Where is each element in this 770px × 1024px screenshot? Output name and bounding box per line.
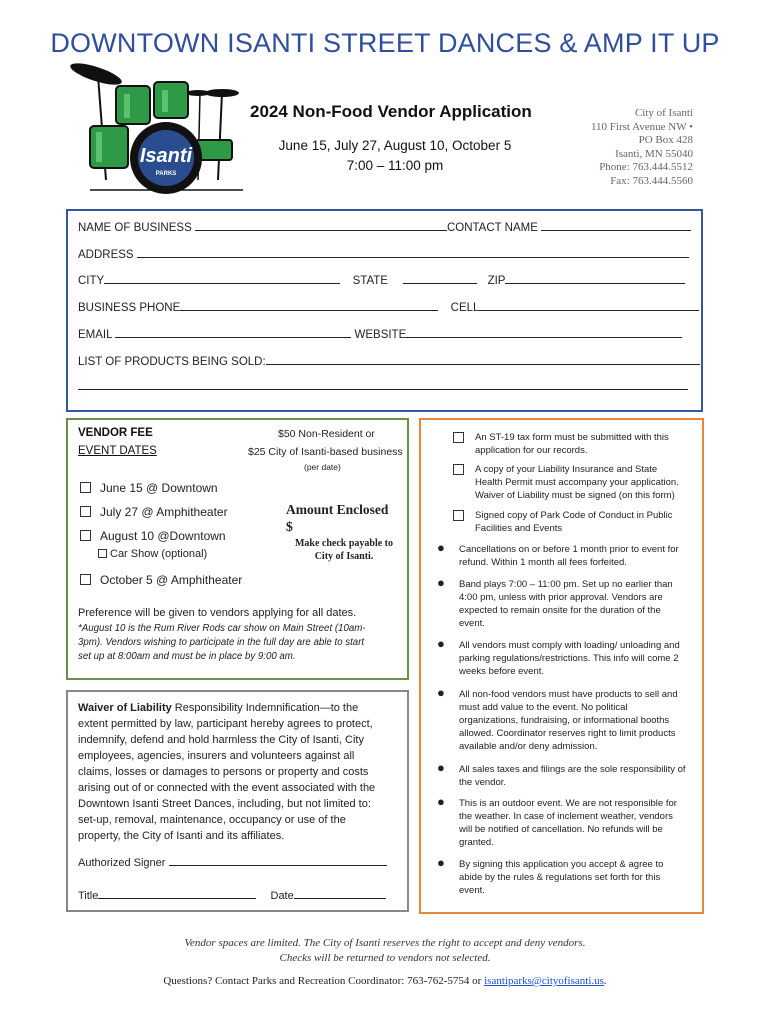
date-field[interactable] <box>294 887 386 899</box>
check-item-insurance <box>453 463 679 502</box>
event-oct-5 <box>80 573 242 587</box>
payable-line-1: Make check payable to <box>294 538 394 549</box>
signer-label: Authorized Signer <box>78 857 166 869</box>
page-title: DOWNTOWN ISANTI STREET DANCES & AMP IT UP <box>50 28 720 58</box>
footer-note <box>0 936 770 966</box>
products-field-line-2[interactable] <box>78 389 688 390</box>
band-line-3: expected to remain onsite for the duration of the <box>459 605 661 616</box>
bullet-icon: ● <box>437 575 445 590</box>
band-line-4: event. <box>459 618 485 629</box>
event-june-15 <box>80 481 218 495</box>
amount-enclosed-label: Amount Enclosed <box>286 502 389 517</box>
time-line: 7:00 – 11:00 pm <box>346 158 444 173</box>
non-resident-fee: $50 Non-Resident or <box>278 428 375 440</box>
checkbox-car-show[interactable] <box>98 549 107 558</box>
address-phone: Phone: 763.444.5512 <box>599 161 693 173</box>
agree-line-3: event. <box>459 885 485 896</box>
loading-line-2: parking regulations/restrictions. This info will come 2 <box>459 653 679 664</box>
address-street: 110 First Avenue NW • <box>590 120 693 133</box>
event-dates-header <box>260 136 530 176</box>
weather-line-2: the weather. In case of inclement weather, vendors <box>459 811 673 822</box>
rule-non-food <box>437 685 678 753</box>
event-july-27-label: July 27 @ Amphitheater <box>100 505 228 519</box>
website-field[interactable] <box>406 326 682 338</box>
checkbox-oct-5[interactable] <box>80 574 91 585</box>
resident-fee: $25 City of Isanti-based business <box>248 446 403 458</box>
payable-note <box>274 537 414 563</box>
questions-text: Questions? Contact Parks and Recreation Coordinator: 763-762-5754 or <box>163 975 485 987</box>
bullet-icon: ● <box>437 855 445 870</box>
weather-line-4: granted. <box>459 837 494 848</box>
st19-line-2: application for our records. <box>475 445 588 456</box>
weather-line-3: will be notified of cancellation. No refunds will be <box>459 824 663 835</box>
questions-period: . <box>603 975 607 987</box>
phone-row <box>78 299 699 314</box>
email-row <box>78 326 682 341</box>
waiver-line-6: arising out of or connected with the event associated with the <box>78 782 376 794</box>
contact-name-label: CONTACT NAME <box>446 222 538 234</box>
bullet-icon: ● <box>437 685 445 700</box>
dates-line: June 15, July 27, August 10, October 5 <box>278 138 512 153</box>
rule-agreement <box>437 855 664 897</box>
address-city: Isanti, MN 55040 <box>615 147 693 160</box>
rule-weather <box>437 794 677 849</box>
signer-field[interactable] <box>169 854 387 866</box>
title-field[interactable] <box>98 887 256 899</box>
st19-line-1: An ST-19 tax form must be submitted with this <box>475 432 669 443</box>
city-address <box>591 107 693 188</box>
bullet-icon: ● <box>437 760 445 775</box>
title-date-row <box>78 887 386 902</box>
address-row <box>78 246 689 261</box>
band-line-2: 4:00 pm, unless with prior approval. Vendors are <box>459 592 663 603</box>
rules-box <box>419 418 704 914</box>
per-date-note: (per date) <box>304 462 341 472</box>
footer-note-line-1: Vendor spaces are limited. The City of Isanti reserves the right to accept and deny vendors. <box>184 937 586 949</box>
cell-field[interactable] <box>479 299 699 311</box>
contact-email-link[interactable]: isantiparks@cityofisanti.us <box>484 975 604 987</box>
cell-label: CELL <box>450 302 480 314</box>
event-july-27 <box>80 505 228 519</box>
tax-line-2: the vendor. <box>459 777 507 788</box>
event-aug-10 <box>80 529 226 543</box>
insurance-line-3: Waiver of Liability must be signed (on this form) <box>475 490 675 501</box>
rule-cancellation <box>437 540 679 569</box>
products-row <box>78 353 700 368</box>
waiver-heading: Waiver of Liability <box>78 702 172 714</box>
city-label: CITY <box>78 275 105 287</box>
nonfood-line-4: allowed. Coordinator reserves right to limit products <box>459 728 676 739</box>
waiver-line-7: Downtown Isanti Street Dances, including, but not limited to: <box>78 798 371 810</box>
nonfood-line-5: available and/or deny admission. <box>459 741 598 752</box>
zip-field[interactable] <box>505 272 685 284</box>
bullet-icon: ● <box>437 636 445 651</box>
checkbox-june-15[interactable] <box>80 482 91 493</box>
event-oct-5-label: October 5 @ Amphitheater <box>100 573 243 587</box>
waiver-line-9: property, the City of Isanti and its affiliates. <box>78 830 285 842</box>
conduct-line-2: Facilities and Events <box>475 523 563 534</box>
nonfood-line-3: organizations, fundraising, or informational booths <box>459 715 670 726</box>
insurance-line-2: Health Permit must accompany your application. <box>475 477 679 488</box>
title-label: Title <box>78 890 99 902</box>
car-show-label: Car Show (optional) <box>110 548 208 560</box>
checkbox-st19[interactable] <box>453 432 464 443</box>
cancel-line-2: refund. Within 1 month all fees forfeited. <box>459 557 627 568</box>
waiver-text <box>78 700 375 844</box>
loading-line-3: weeks before event. <box>459 666 545 677</box>
business-name-label: NAME OF BUSINESS <box>78 222 192 234</box>
preference-note: Preference will be given to vendors applying for all dates. <box>78 607 357 619</box>
rule-sales-taxes <box>437 760 686 789</box>
waiver-line-4: employees, agencies, insurers and volunteers against all <box>78 750 355 762</box>
tax-line-1: All sales taxes and filings are the sole responsibility of <box>459 764 686 775</box>
logo-text: Isanti <box>139 145 193 167</box>
nonfood-line-2: must add value to the event. No political <box>459 702 628 713</box>
website-label: WEBSITE <box>354 329 407 341</box>
car-show-option <box>98 548 207 560</box>
address-label: ADDRESS <box>78 249 134 261</box>
waiver-line-2: extent permitted by law, participant hereby agrees to protect, <box>78 718 373 730</box>
application-title: 2024 Non-Food Vendor Application <box>250 102 532 121</box>
address-field[interactable] <box>137 246 689 258</box>
agree-line-1: By signing this application you accept & agree to <box>459 859 664 870</box>
bullet-icon: ● <box>437 540 445 555</box>
products-label: LIST OF PRODUCTS BEING SOLD: <box>78 356 266 368</box>
footer-questions <box>0 975 770 987</box>
state-label: STATE <box>352 275 388 287</box>
drum-kit-logo <box>68 60 248 195</box>
car-show-note-line-3: set up at 8:00am and must be in place by 9:00 am. <box>78 651 296 662</box>
contact-name-field[interactable] <box>541 219 691 231</box>
insurance-line-1: A copy of your Liability Insurance and State <box>475 464 658 475</box>
event-dates-heading: EVENT DATES <box>78 445 157 457</box>
car-show-note <box>78 622 366 664</box>
amount-dollar-sign: $ <box>286 519 293 534</box>
check-item-st19 <box>453 431 669 457</box>
state-field[interactable] <box>403 272 477 284</box>
check-item-code-of-conduct <box>453 509 673 535</box>
zip-label: ZIP <box>487 275 506 287</box>
rule-band-plays <box>437 575 673 630</box>
address-name: City of Isanti <box>634 107 693 119</box>
car-show-note-line-2: 3pm). Vendors wishing to participate in the full day are able to start <box>78 637 365 648</box>
city-row <box>78 272 685 287</box>
event-june-15-label: June 15 @ Downtown <box>100 481 218 495</box>
waiver-line-3: indemnify, defend and hold harmless the City of Isanti, City <box>78 734 364 746</box>
car-show-note-line-1: *August 10 is the Rum River Rods car show on Main Street (10am- <box>78 623 366 634</box>
logo-subtext: PARKS <box>155 171 177 177</box>
email-label: EMAIL <box>78 329 113 341</box>
checkbox-aug-10[interactable] <box>80 530 91 541</box>
address-fax: Fax: 763.444.5560 <box>610 174 693 187</box>
waiver-line-5: claims, losses or damages to persons or property and costs <box>78 766 369 778</box>
city-field[interactable] <box>104 272 340 284</box>
checkbox-july-27[interactable] <box>80 506 91 517</box>
address-po: PO Box 428 <box>638 134 693 146</box>
rule-loading <box>437 636 680 678</box>
vendor-fee-box <box>66 418 409 680</box>
bullet-icon: ● <box>437 794 445 809</box>
conduct-line-1: Signed copy of Park Code of Conduct in Public <box>475 510 673 521</box>
checkbox-insurance[interactable] <box>453 464 464 475</box>
waiver-line-1: Responsibility Indemnification—to the <box>171 702 359 714</box>
products-field[interactable] <box>266 353 700 365</box>
signer-row <box>78 854 387 869</box>
cancel-line-1: Cancellations on or before 1 month prior to event for <box>459 544 679 555</box>
date-label: Date <box>270 890 294 902</box>
event-aug-10-label: August 10 @Downtown <box>100 529 226 543</box>
business-phone-field[interactable] <box>180 299 438 311</box>
business-name-field[interactable] <box>195 219 447 231</box>
nonfood-line-1: All non-food vendors must have products to sell and <box>459 689 678 700</box>
footer-note-line-2: Checks will be returned to vendors not selected. <box>279 952 491 964</box>
vendor-fee-heading: VENDOR FEE <box>78 427 153 439</box>
waiver-line-8: set-up, removal, maintenance, occupancy or use of the <box>78 814 346 826</box>
payable-line-2: City of Isanti. <box>314 551 374 562</box>
weather-line-1: This is an outdoor event. We are not responsible for <box>459 798 677 809</box>
vendor-info-box <box>66 209 703 412</box>
business-phone-label: BUSINESS PHONE <box>78 302 181 314</box>
checkbox-code-of-conduct[interactable] <box>453 510 464 521</box>
loading-line-1: All vendors must comply with loading/ unloading and <box>459 640 680 651</box>
band-line-1: Band plays 7:00 – 11:00 pm. Set up no earlier than <box>459 579 673 590</box>
agree-line-2: abide by the rules & regulations set forth for this <box>459 872 661 883</box>
waiver-box <box>66 690 409 912</box>
business-name-row <box>78 219 691 234</box>
email-field[interactable] <box>115 326 351 338</box>
